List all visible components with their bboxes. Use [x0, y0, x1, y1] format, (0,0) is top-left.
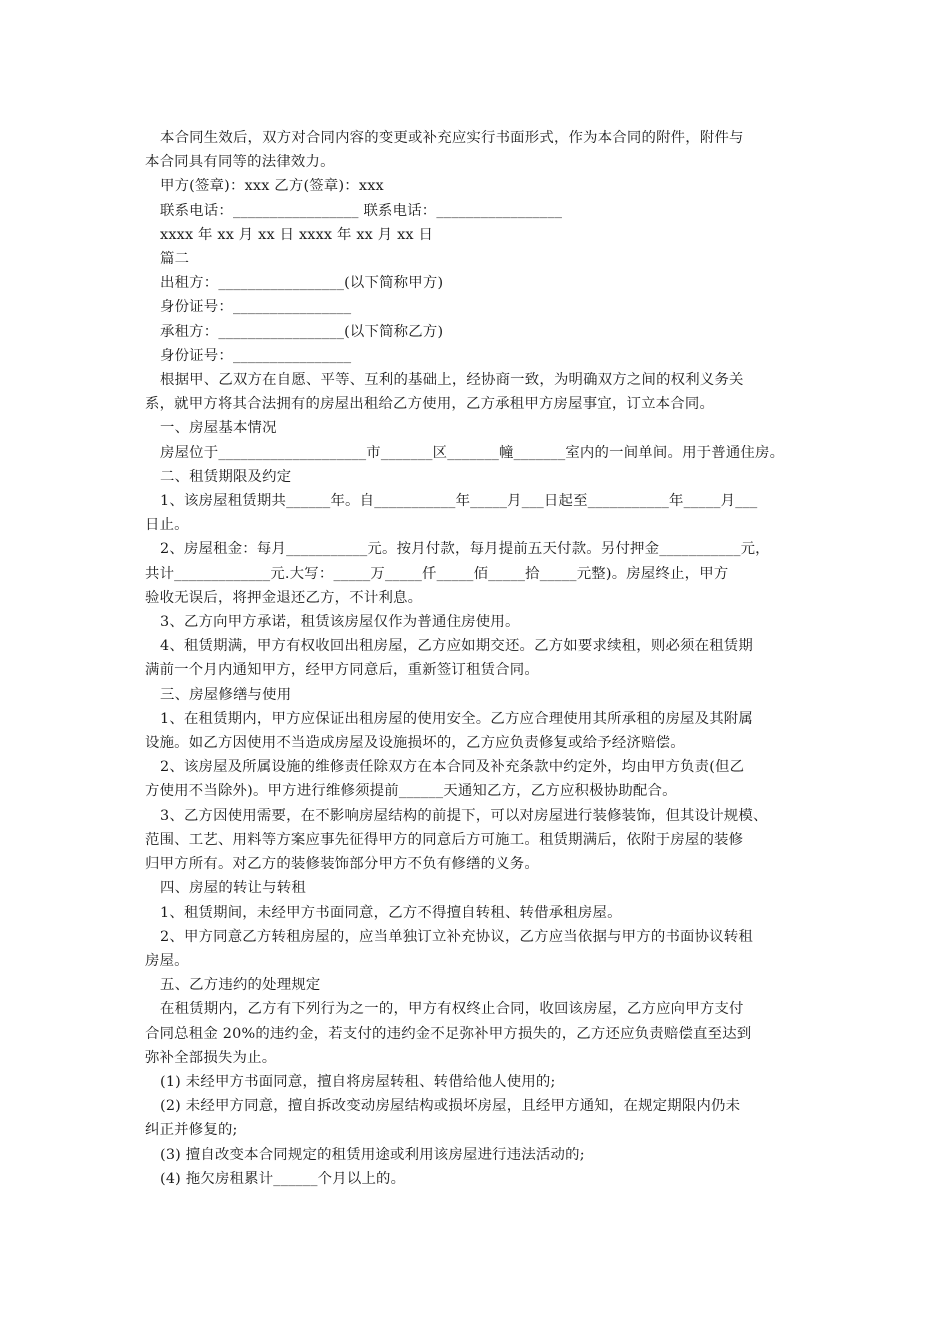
- text-line: 根据甲、乙双方在自愿、平等、互利的基础上，经协商一致，为明确双方之间的权利义务关: [160, 372, 744, 389]
- text-line: 本合同具有同等的法律效力。: [145, 154, 335, 171]
- text-line: 纠正并修复的;: [145, 1122, 238, 1139]
- text-line: 日止。: [145, 517, 189, 534]
- text-line: 合同总租金 20%的违约金，若支付的违约金不足弥补甲方损失的，乙方还应负责赔偿直至达到: [145, 1025, 752, 1042]
- text-line: 五、乙方违约的处理规定: [160, 977, 321, 994]
- text-line: xxxx 年 xx 月 xx 日 xxxx 年 xx 月 xx 日: [160, 226, 434, 243]
- text-line: 一、房屋基本情况: [160, 420, 277, 437]
- text-line: 联系电话：_________________ 联系电话：_________________: [160, 202, 563, 219]
- text-line: 房屋。: [145, 952, 189, 969]
- text-line: 在租赁期内，乙方有下列行为之一的，甲方有权终止合同，收回该房屋，乙方应向甲方支付: [160, 1001, 744, 1018]
- text-line: 设施。如乙方因使用不当造成房屋及设施损坏的，乙方应负责修复或给予经济赔偿。: [145, 735, 685, 752]
- text-line: 2、该房屋及所属设施的维修责任除双方在本合同及补充条款中约定外，均由甲方负责(但乙: [160, 759, 745, 776]
- text-line: 二、租赁期限及约定: [160, 468, 292, 485]
- text-line: 1、租赁期间，未经甲方书面同意，乙方不得擅自转租、转借承租房屋。: [160, 904, 622, 921]
- text-line: 2、房屋租金：每月___________元。按月付款，每月提前五天付款。另付押金___________元，: [160, 541, 770, 558]
- text-line: (2) 未经甲方同意，擅自拆改变动房屋结构或损坏房屋，且经甲方通知，在规定期限内仍未: [160, 1098, 741, 1115]
- text-line: 承租方：_________________(以下简称乙方): [160, 323, 444, 340]
- text-line: 3、乙方因使用需要，在不影响房屋结构的前提下，可以对房屋进行装修装饰，但其设计规模、: [160, 807, 768, 824]
- text-line: 本合同生效后，双方对合同内容的变更或补充应实行书面形式，作为本合同的附件，附件与: [160, 130, 744, 146]
- text-line: 房屋位于____________________市_______区_______幢_______室内的一间单间。用于普通住房。: [160, 444, 785, 461]
- text-line: (3) 擅自改变本合同规定的租赁用途或利用该房屋进行违法活动的;: [160, 1146, 585, 1163]
- text-line: 甲方(签章)：xxx 乙方(签章)：xxx: [160, 178, 384, 195]
- text-line: 归甲方所有。对乙方的装修装饰部分甲方不负有修缮的义务。: [145, 856, 539, 873]
- text-line: 方使用不当除外)。甲方进行维修须提前______天通知乙方，乙方应积极协助配合。: [145, 783, 677, 800]
- text-line: 篇二: [160, 251, 190, 268]
- text-line: 四、房屋的转让与转租: [160, 880, 306, 897]
- text-line: 1、在租赁期内，甲方应保证出租房屋的使用安全。乙方应合理使用其所承租的房屋及其附属: [160, 710, 753, 727]
- text-line: (4) 拖欠房租累计______个月以上的。: [160, 1170, 406, 1187]
- text-line: 4、租赁期满，甲方有权收回出租房屋，乙方应如期交还。乙方如要求续租，则必须在租赁期: [160, 638, 753, 655]
- text-line: 系，就甲方将其合法拥有的房屋出租给乙方使用，乙方承租甲方房屋事宜，订立本合同。: [145, 396, 715, 413]
- contract-body: [145, 126, 825, 1191]
- text-line: 出租方：_________________(以下简称甲方): [160, 275, 444, 292]
- text-line: 三、房屋修缮与使用: [160, 686, 292, 703]
- text-line: 共计_____________元.大写：_____万_____仟_____佰_____拾_____元整)。房屋终止，甲方: [145, 565, 729, 582]
- text-line: 范围、工艺、用料等方案应事先征得甲方的同意后方可施工。租赁期满后，依附于房屋的装修: [145, 831, 744, 848]
- text-line: 身份证号：________________: [160, 299, 352, 316]
- text-line: (1) 未经甲方书面同意，擅自将房屋转租、转借给他人使用的;: [160, 1073, 556, 1090]
- text-line: 弥补全部损失为止。: [145, 1049, 277, 1066]
- text-line: 满前一个月内通知甲方，经甲方同意后，重新签订租赁合同。: [145, 662, 539, 679]
- text-line: 1、该房屋租赁期共______年。自___________年_____月___日起至___________年_____月___: [160, 493, 758, 510]
- text-line: 验收无误后，将押金退还乙方，不计利息。: [145, 589, 423, 606]
- text-line: 2、甲方同意乙方转租房屋的，应当单独订立补充协议，乙方应当依据与甲方的书面协议转租: [160, 928, 753, 945]
- text-line: 身份证号：________________: [160, 347, 352, 364]
- text-line: 3、乙方向甲方承诺，租赁该房屋仅作为普通住房使用。: [160, 614, 520, 631]
